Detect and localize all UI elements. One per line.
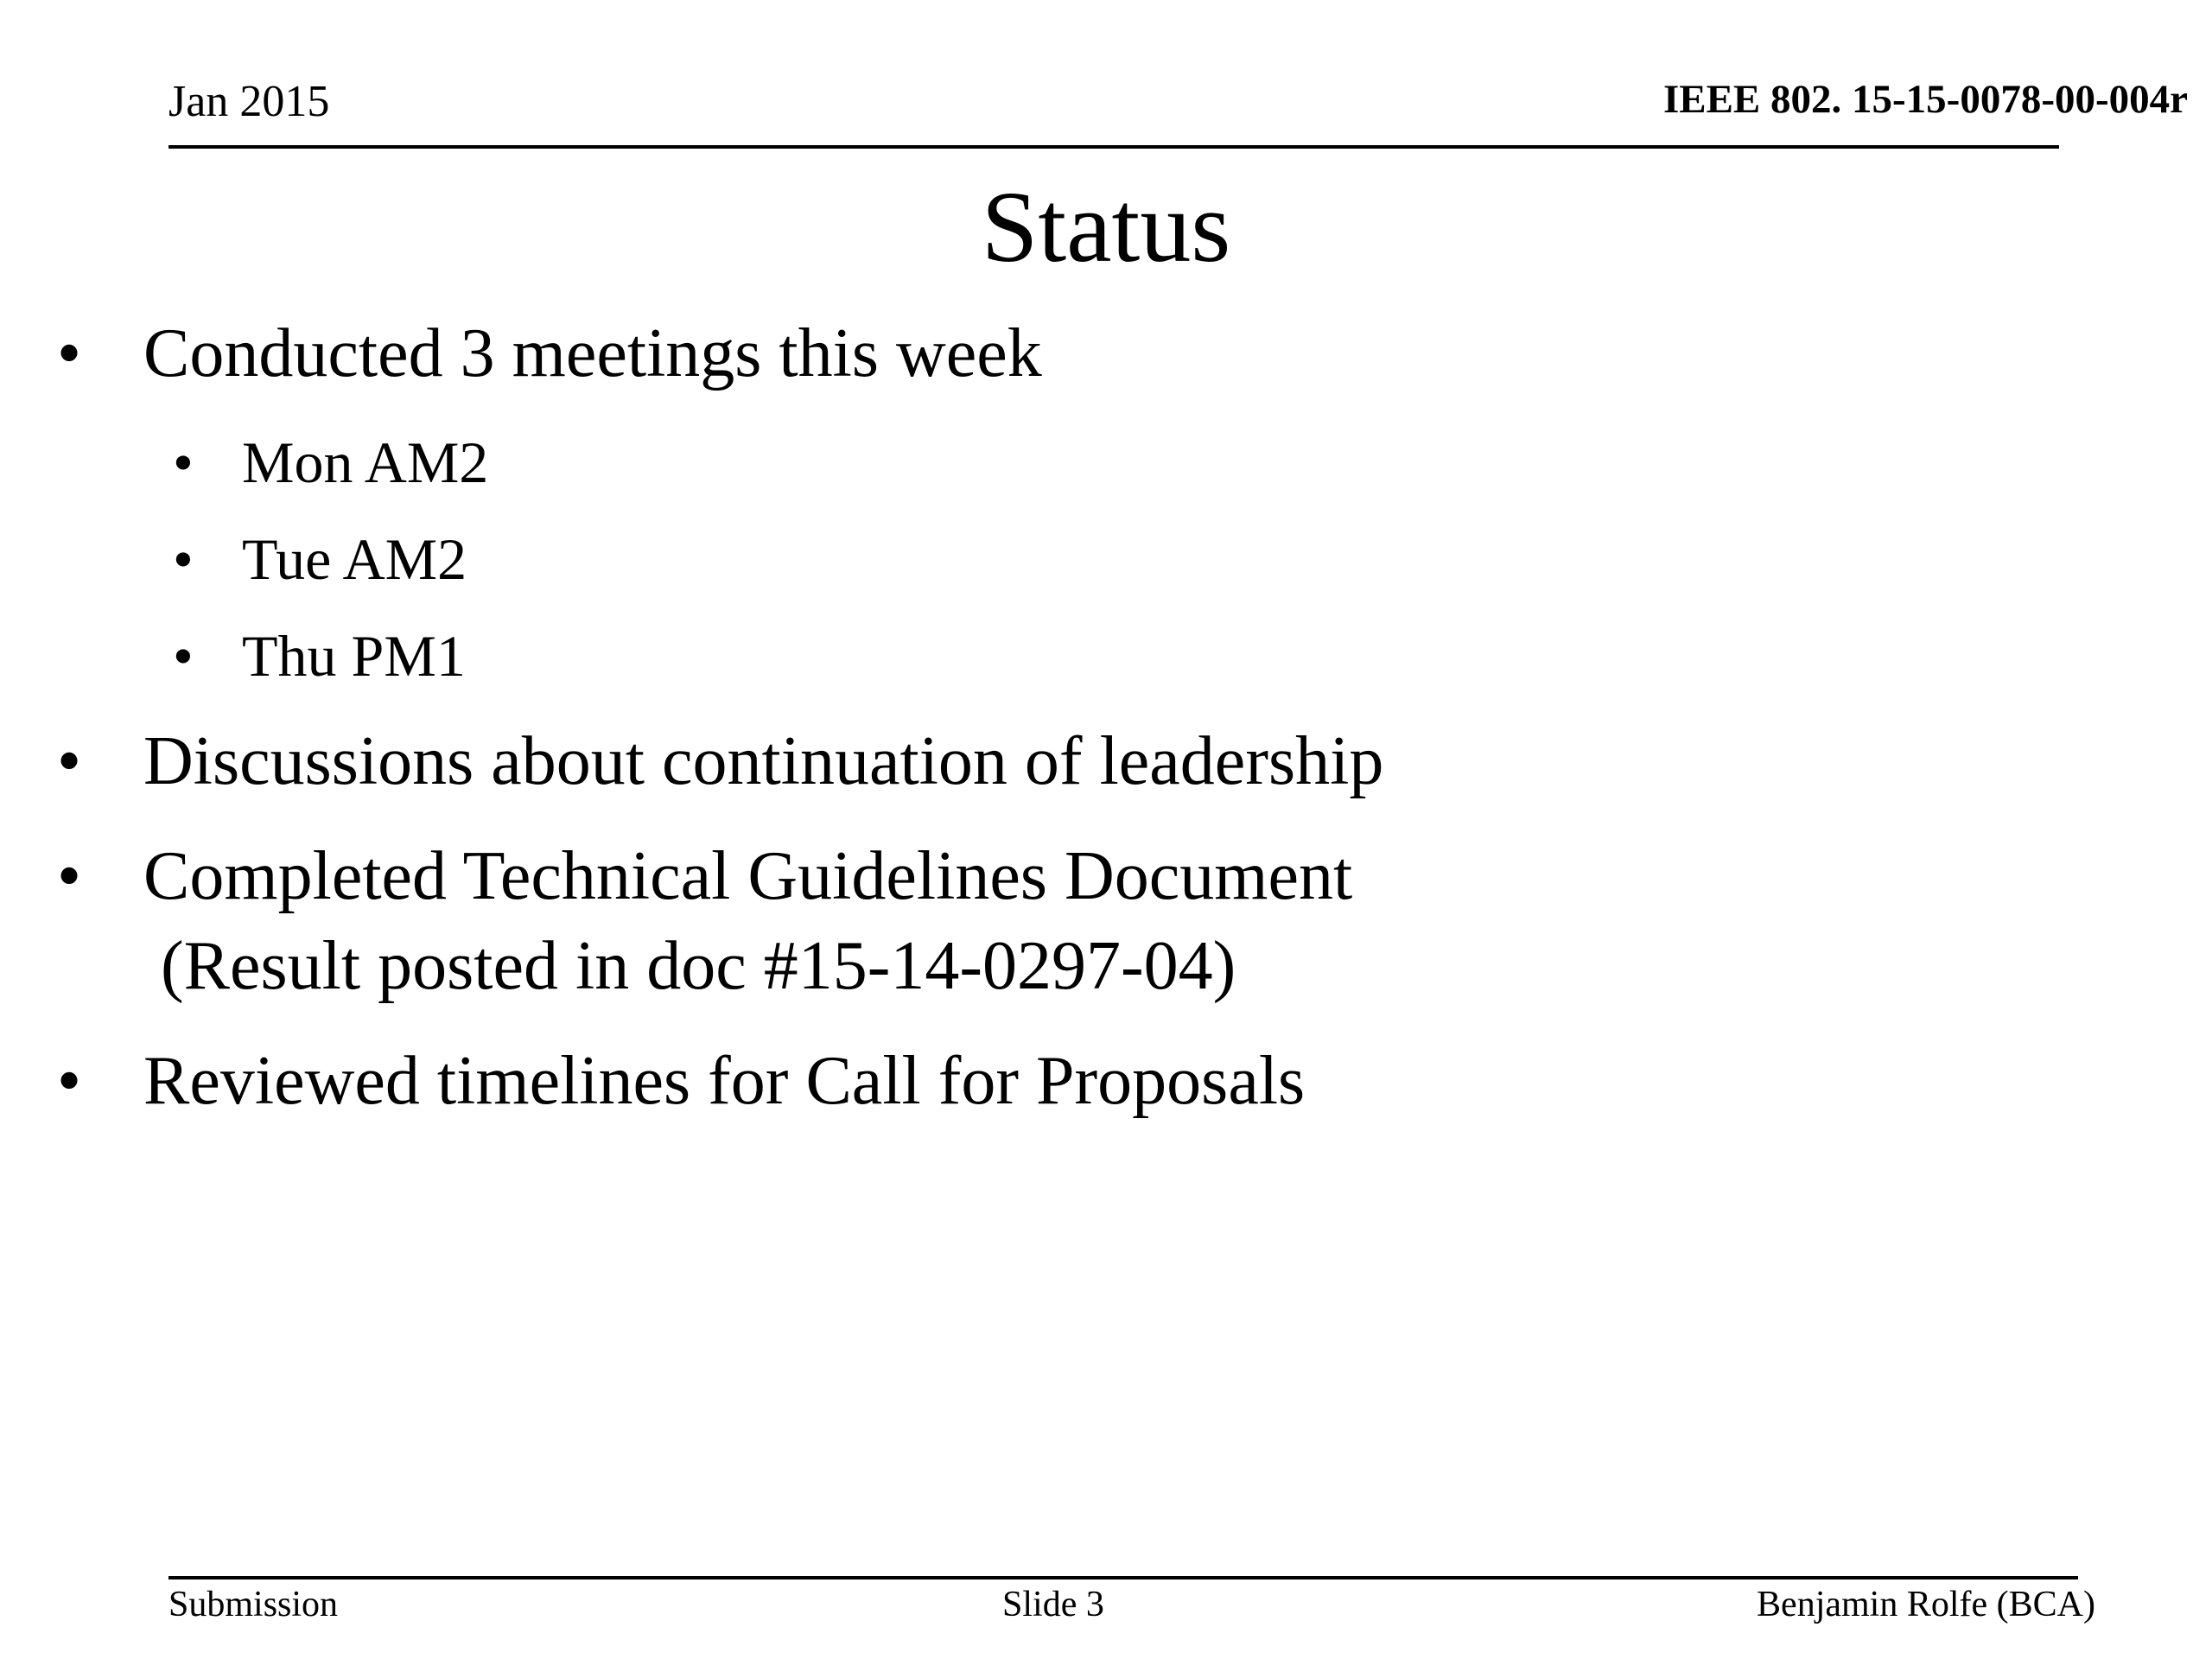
header-date: Jan 2015	[168, 77, 330, 126]
bullet-text: Discussions about continuation of leadership	[143, 723, 1384, 799]
sub-bullet-icon: •	[173, 623, 194, 689]
sub-bullet-text: Mon AM2	[242, 429, 489, 495]
sub-bullet-icon: •	[173, 429, 194, 495]
sub-bullet-icon: •	[173, 526, 194, 592]
slide-title: Status	[981, 170, 1231, 283]
footer-divider	[168, 1576, 2078, 1580]
sub-bullet-text: Thu PM1	[242, 623, 466, 689]
header-document-id: IEEE 802. 15-15-0078-00-004r	[1662, 77, 2188, 122]
footer-author: Benjamin Rolfe (BCA)	[1757, 1585, 2095, 1624]
header-divider	[168, 145, 2059, 149]
bullet-continuation-text: (Result posted in doc #15-14-0297-04)	[161, 928, 1236, 1004]
bullet-icon: •	[57, 315, 82, 391]
footer-submission: Submission	[168, 1585, 339, 1624]
bullet-icon: •	[57, 1043, 82, 1119]
bullet-text: Completed Technical Guidelines Document	[143, 838, 1353, 914]
bullet-text: Conducted 3 meetings this week	[143, 315, 1042, 391]
bullet-icon: •	[57, 838, 82, 914]
bullet-icon: •	[57, 723, 82, 799]
sub-bullet-text: Tue AM2	[242, 526, 467, 592]
footer-slide-number: Slide 3	[1002, 1585, 1104, 1624]
bullet-text: Reviewed timelines for Call for Proposals	[143, 1043, 1306, 1119]
